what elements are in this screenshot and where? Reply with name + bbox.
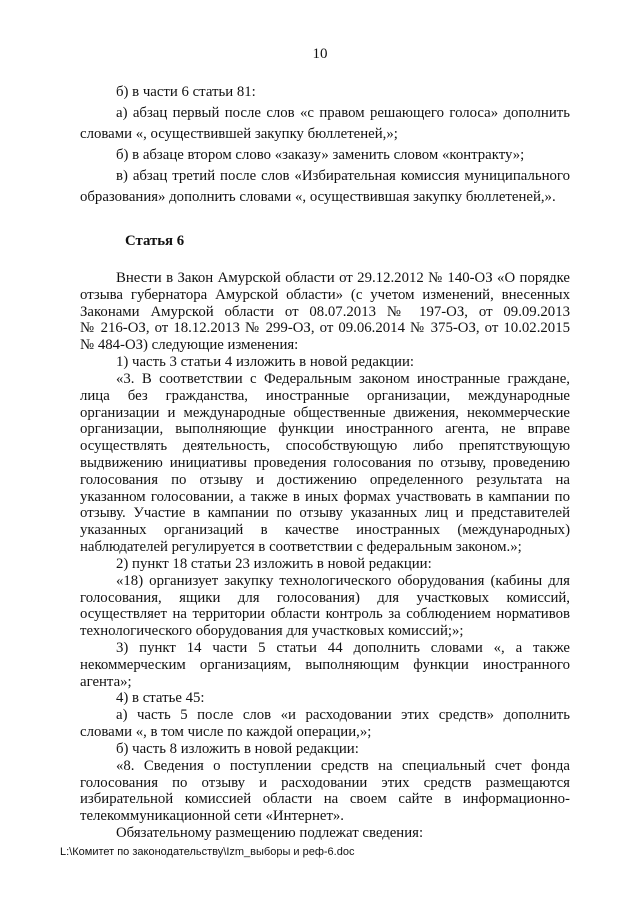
text-line: голосования по отзыву и расходовании этих средств размещаются (80, 775, 570, 791)
text-line: «8. Сведения о поступлении средств на специальный счет фонда (116, 758, 570, 774)
text-line: Внести в Закон Амурской области от 29.12.2012 № 140-ОЗ «О порядке (116, 270, 570, 286)
text-line: организации, выполняющие функции иностранного агента, не вправе (80, 421, 570, 437)
text-line: указанных организаций в качестве иностранных (международных) (80, 522, 570, 538)
footer-file-path: L:\Комитет по законодательству\Izm_выборы и реф-6.doc (60, 846, 355, 858)
text-line: лица без гражданства, иностранные организации, международные (80, 388, 570, 404)
text-line: «18) организует закупку технологического оборудования (кабины для (116, 573, 570, 589)
text-line: голосования, ящики для голосования) для участковых комиссий, (80, 590, 570, 606)
text-line: № 216-ОЗ, от 18.12.2013 № 299-ОЗ, от 09.06.2014 № 375-ОЗ, от 10.02.2015 (80, 320, 570, 336)
text-line: избирательной комиссией области на своем сайте в информационно- (80, 791, 570, 807)
text-line: 4) в статье 45: (116, 690, 205, 706)
text-line: б) в абзаце втором слово «заказу» заменить словом «контракту»; (116, 147, 525, 163)
text-line: технологического оборудования для участковых комиссий;»; (80, 623, 464, 639)
text-line: указанном голосовании, а также в иных формах участвовать в кампании по (80, 489, 570, 505)
text-line: отзыва губернатора Амурской области» (с учетом изменений, внесенных (80, 287, 570, 303)
text-line: а) абзац первый после слов «с правом решающего голоса» дополнить (116, 105, 570, 121)
text-line: голосования по отзыву и достижению определенного результата на (80, 472, 570, 488)
text-line: 1) часть 3 статьи 4 изложить в новой редакции: (116, 354, 415, 370)
text-line: некоммерческим организациям, выполняющим функции иностранного (80, 657, 570, 673)
text-line: телекоммуникационной сети «Интернет». (80, 808, 345, 824)
text-line: образования» дополнить словами «, осуществившая закупку бюллетеней,». (80, 189, 556, 205)
text-line: отзыву. Участие в кампании по отзыву указанных лиц и представителей (80, 505, 570, 521)
text-line: словами «, в том числе по каждой операции,»; (80, 724, 372, 740)
text-line: агента»; (80, 674, 132, 690)
text-line: организации и международные общественные движения, некоммерческие (80, 405, 570, 421)
page-number: 10 (312, 46, 328, 62)
text-line: в) абзац третий после слов «Избирательная комиссия муниципального (116, 168, 570, 184)
text-line: Законами Амурской области от 08.07.2013 № 197-ОЗ, от 09.09.2013 (80, 304, 570, 320)
text-line: Обязательному размещению подлежат сведения: (116, 825, 424, 841)
text-line: 2) пункт 18 статьи 23 изложить в новой редакции: (116, 556, 432, 572)
text-line: № 484-ОЗ) следующие изменения: (80, 337, 299, 353)
text-line: наблюдателей регулируется в соответствии с федеральным законом.»; (80, 539, 522, 555)
text-line: осуществлять деятельность, способствующую либо препятствующую (80, 438, 570, 454)
text-line: словами «, осуществившей закупку бюллетеней,»; (80, 126, 398, 142)
text-line: б) часть 8 изложить в новой редакции: (116, 741, 359, 757)
text-line: «3. В соответствии с Федеральным законом иностранные граждане, (116, 371, 570, 387)
text-line: а) часть 5 после слов «и расходовании этих средств» дополнить (116, 707, 570, 723)
text-line: выдвижению инициативы проведения голосования по отзыву, проведению (80, 455, 570, 471)
text-line: осуществляет на территории области контроль за соблюдением нормативов (80, 606, 570, 622)
text-line: 3) пункт 14 части 5 статьи 44 дополнить словами «, а также (116, 640, 570, 656)
text-line: б) в части 6 статьи 81: (116, 84, 256, 100)
article-heading: Статья 6 (125, 233, 185, 249)
